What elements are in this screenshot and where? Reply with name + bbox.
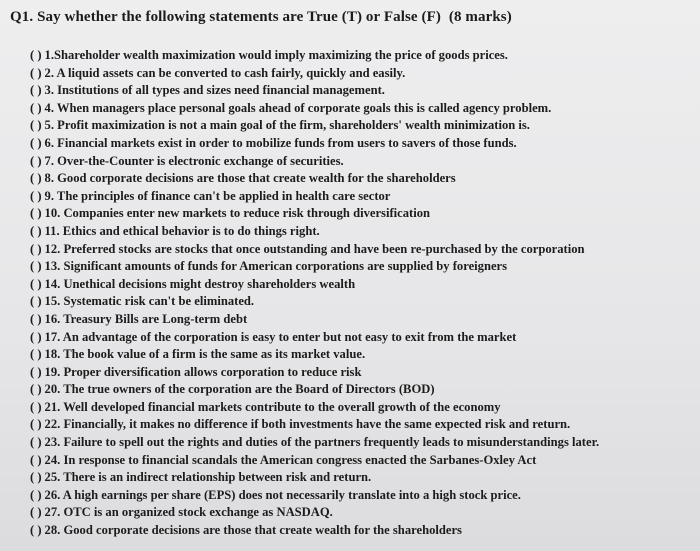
statement-item	[30, 399, 599, 417]
statement-item	[30, 329, 599, 347]
statement-text: 4. When managers place personal goals ahead of corporate goals this is called agency problem.	[44, 100, 552, 115]
statement-item	[30, 434, 599, 452]
statement-text: 3. Institutions of all types and sizes need financial management.	[44, 83, 385, 98]
statement-text: 13. Significant amounts of funds for American corporations are supplied by foreigners	[44, 259, 508, 274]
statement-text: 1.Shareholder wealth maximization would imply maximizing the price of goods prices.	[44, 48, 508, 62]
answer-blank[interactable]: ( )	[30, 487, 42, 502]
statement-item	[30, 135, 599, 153]
statement-text: 14. Unethical decisions might destroy shareholders wealth	[44, 276, 356, 291]
statement-text: 9. The principles of finance can't be applied in health care sector	[44, 188, 391, 203]
answer-blank[interactable]: ( )	[30, 417, 42, 432]
answer-blank[interactable]: ( )	[30, 329, 42, 344]
question-marks: (8 marks)	[448, 9, 512, 25]
statement-text: 21. Well developed financial markets contribute to the overall growth of the economy	[44, 399, 501, 414]
statement-item	[30, 188, 599, 206]
statement-item	[30, 65, 599, 83]
statement-item	[30, 522, 599, 540]
statement-text: 10. Companies enter new markets to reduce risk through diversification	[44, 206, 431, 221]
question-title: Q1. Say whether the following statements are True (T) or False (F)	[10, 9, 441, 25]
statement-text: 24. In response to financial scandals the American congress enacted the Sarbanes-Oxley Act	[44, 452, 537, 467]
answer-blank[interactable]: ( )	[30, 452, 42, 467]
statement-item	[30, 504, 599, 522]
answer-blank[interactable]: ( )	[30, 118, 42, 133]
answer-blank[interactable]: ( )	[30, 65, 42, 80]
statement-item	[30, 416, 599, 434]
statement-item	[30, 258, 599, 276]
statement-item	[30, 153, 599, 171]
statement-item	[30, 82, 599, 100]
answer-blank[interactable]: ( )	[30, 223, 42, 238]
statement-text: 16. Treasury Bills are Long-term debt	[44, 311, 248, 326]
answer-blank[interactable]: ( )	[30, 523, 42, 538]
statement-text: 23. Failure to spell out the rights and duties of the partners frequently leads to misunderstandings later.	[44, 435, 600, 450]
statement-text: 6. Financial markets exist in order to mobilize funds from users to savers of those funds.	[44, 135, 517, 150]
answer-blank[interactable]: ( )	[30, 276, 42, 291]
statement-item	[30, 223, 599, 241]
statement-text: 19. Proper diversification allows corporation to reduce risk	[44, 364, 362, 379]
answer-blank[interactable]: ( )	[30, 347, 42, 362]
answer-blank[interactable]: ( )	[30, 188, 42, 203]
answer-blank[interactable]: ( )	[30, 294, 42, 309]
statement-item	[30, 381, 599, 399]
answer-blank[interactable]: ( )	[30, 259, 42, 274]
statement-item	[30, 47, 599, 65]
statement-item	[30, 276, 599, 294]
answer-blank[interactable]: ( )	[30, 364, 42, 379]
statement-item	[30, 364, 599, 382]
statement-item	[30, 346, 599, 364]
statement-list	[30, 47, 599, 540]
answer-blank[interactable]: ( )	[30, 435, 42, 450]
statement-text: 28. Good corporate decisions are those that create wealth for the shareholders	[44, 523, 462, 538]
statement-item	[30, 452, 599, 470]
answer-blank[interactable]: ( )	[30, 382, 42, 397]
statement-item	[30, 293, 599, 311]
statement-text: 27. OTC is an organized stock exchange as NASDAQ.	[44, 505, 333, 520]
statement-item	[30, 241, 599, 259]
statement-text: 2. A liquid assets can be converted to cash fairly, quickly and easily.	[44, 65, 406, 80]
statement-text: 12. Preferred stocks are stocks that once outstanding and have been re-purchased by the corporation	[44, 241, 585, 256]
statement-item	[30, 487, 599, 505]
statement-text: 18. The book value of a firm is the same as its market value.	[44, 347, 366, 362]
statement-item	[30, 170, 599, 188]
statement-item	[30, 117, 599, 135]
statement-text: 26. A high earnings per share (EPS) does not necessarily translate into a high stock price.	[44, 487, 521, 502]
statement-text: 11. Ethics and ethical behavior is to do things right.	[44, 223, 320, 238]
statement-text: 20. The true owners of the corporation are the Board of Directors (BOD)	[44, 382, 435, 397]
statement-text: 7. Over-the-Counter is electronic exchange of securities.	[44, 153, 344, 168]
answer-blank[interactable]: ( )	[30, 399, 42, 414]
answer-blank[interactable]: ( )	[30, 171, 42, 186]
answer-blank[interactable]: ( )	[30, 153, 42, 168]
answer-blank[interactable]: ( )	[30, 241, 42, 256]
question-heading	[10, 9, 512, 26]
statement-item	[30, 100, 599, 118]
answer-blank[interactable]: ( )	[30, 48, 42, 62]
statement-text: 22. Financially, it makes no difference if both investments have the same expected risk and return.	[44, 417, 571, 432]
statement-text: 8. Good corporate decisions are those that create wealth for the shareholders	[44, 171, 456, 186]
statement-item	[30, 205, 599, 223]
answer-blank[interactable]: ( )	[30, 505, 42, 520]
answer-blank[interactable]: ( )	[30, 206, 42, 221]
answer-blank[interactable]: ( )	[30, 83, 42, 98]
statement-text: 15. Systematic risk can't be eliminated.	[44, 294, 255, 309]
statement-item	[30, 311, 599, 329]
statement-item	[30, 469, 599, 487]
answer-blank[interactable]: ( )	[30, 470, 42, 485]
answer-blank[interactable]: ( )	[30, 135, 42, 150]
answer-blank[interactable]: ( )	[30, 311, 42, 326]
statement-text: 25. There is an indirect relationship between risk and return.	[44, 470, 372, 485]
statement-text: 17. An advantage of the corporation is easy to enter but not easy to exit from the market	[44, 329, 517, 344]
answer-blank[interactable]: ( )	[30, 100, 42, 115]
statement-text: 5. Profit maximization is not a main goal of the firm, shareholders' wealth minimization is.	[44, 118, 530, 133]
